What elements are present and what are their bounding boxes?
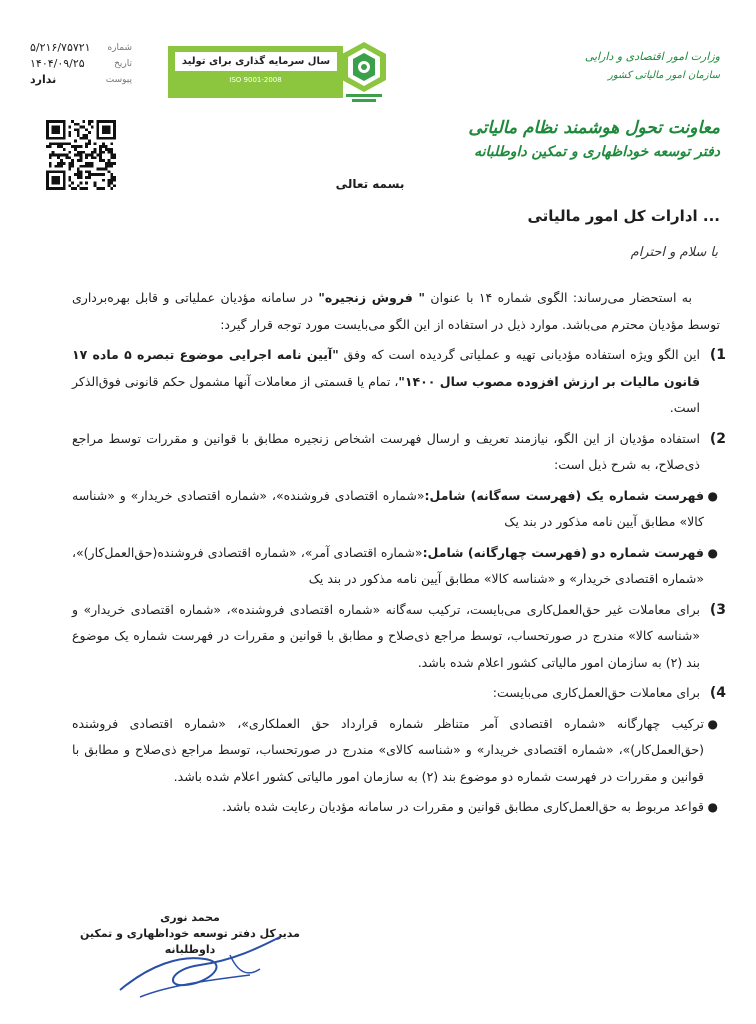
letter-attachment: ندارد xyxy=(30,73,57,86)
item-2 xyxy=(72,426,726,479)
letter-meta xyxy=(30,40,132,88)
letter-date-label: تاریخ xyxy=(114,59,132,69)
item-4 xyxy=(72,680,726,707)
letter-attachment-row xyxy=(30,72,132,88)
letter-number-row xyxy=(30,40,132,56)
item-2-number: 2) xyxy=(709,430,726,447)
letter-date-row xyxy=(30,56,132,72)
department-name: دفتر توسعه خوداظهاری و تمکین داوطلبانه xyxy=(474,144,720,160)
item-3-text: برای معاملات غیر حق‌العمل‌کاری می‌بایست، ترکیب سه‌گانه «شماره اقتصادی فروشنده»، «شماره اقتصادی خریدار» و «شناسه کالا» مندرج در صورتحساب، توسط مراجع ذی‌صلاح و مطابق با قوانین و مقررات در فهرست شماره یک موضوع بند (۲) به سازمان امور مالیاتی کشور اعلام شده باشد. xyxy=(72,601,700,670)
bullet-4-text: قواعد مربوط به حق‌العمل‌کاری مطابق قوانین و مقررات در سامانه مؤدیان رعایت شده باشد. xyxy=(222,799,704,814)
bullet-list-one xyxy=(72,483,720,536)
bismillah: بسمه تعالی xyxy=(335,177,405,191)
ministry-header xyxy=(400,50,720,81)
intro-text-a: به استحضار می‌رساند: الگوی شماره ۱۴ با عنوان xyxy=(425,290,692,305)
item-4-text: برای معاملات حق‌العمل‌کاری می‌بایست: xyxy=(492,685,700,700)
signer-title: مدیرکل دفتر توسعه خوداظهاری و تمکین داوطلبانه xyxy=(80,927,300,956)
organization-name: سازمان امور مالیاتی کشور xyxy=(608,70,720,81)
ministry-name: وزارت امور اقتصادی و دارایی xyxy=(584,50,720,63)
item-1-regulation: "آیین نامه اجرایی موضوع تبصره ۵ ماده ۱۷ قانون مالیات بر ارزش افزوده مصوب سال ۱۴۰۰" xyxy=(72,347,701,389)
handwritten-signature-icon xyxy=(110,925,290,1005)
greeting: با سلام و احترام xyxy=(630,245,718,260)
bullet-icon: ● xyxy=(707,545,718,560)
banner-slogan: سال سرمایه گذاری برای تولید xyxy=(175,52,337,71)
bullet-3-text: ترکیب چهارگانه «شماره اقتصادی آمر متناظر شماره قرارداد حق العملکاری»، «شماره اقتصادی فروشنده (حق‌العمل‌کار)»، «شماره اقتصادی خریدار» و «شناسه کالای» مندرج در صورتحساب، توسط مراجع ذی‌صلاح و مطابق با قوانین و مقررات در فهرست شماره دو موضوع بند (۲) به سازمان امور مالیاتی کشور اعلام شده باشد. xyxy=(72,715,704,784)
intro-paragraph xyxy=(72,285,720,338)
department-header xyxy=(420,118,720,160)
bullet-1-text: «شماره اقتصادی فروشنده»، «شماره اقتصادی خریدار» و «شناسه کالا» مطابق آیین نامه مذکور در بند یک xyxy=(72,487,704,529)
bullet-1-heading: فهرست شماره یک (فهرست سه‌گانه) شامل: xyxy=(424,487,705,503)
tax-organization-emblem-icon xyxy=(338,40,390,104)
item-1-text-c: ، تمام یا قسمتی از معاملات آنها مشمول حکم قانونی فوق‌الذکر است. xyxy=(72,373,700,415)
bullet-rules xyxy=(72,794,720,821)
item-3-number: 3) xyxy=(709,601,726,618)
intro-text-c: در سامانه مؤدیان عملیاتی و قابل بهره‌برداری توسط مؤدیان محترم می‌باشد. موارد ذیل در استفاده از این الگو می‌بایست مورد توجه قرار گیرد: xyxy=(72,290,720,332)
signer-name: محمد نوری xyxy=(160,911,220,924)
letter-attachment-label: پیوست xyxy=(105,75,132,85)
qr-code-icon xyxy=(46,120,116,190)
item-1-number: 1) xyxy=(709,347,726,363)
letter-number: ۵/۲۱۶/۷۵۷۲۱ xyxy=(30,41,91,54)
bullet-commission xyxy=(72,711,720,791)
addressee: ادارات کل امور مالیاتی ... xyxy=(527,207,720,225)
bullet-2-text: «شماره اقتصادی آمر»، «شماره اقتصادی فروشنده(حق‌العمل‌کار)»، «شماره اقتصادی خریدار» و «شناسه کالا» مطابق آیین نامه مذکور در بند یک xyxy=(72,544,704,586)
bullet-icon: ● xyxy=(707,800,718,814)
item-3 xyxy=(72,597,726,677)
bullet-icon: ● xyxy=(707,488,718,503)
bullet-list-two xyxy=(72,540,720,593)
letter-body xyxy=(72,285,726,821)
item-1-text-a: این الگو ویژه استفاده مؤدیانی تهیه و عملیاتی گردیده است که وفق xyxy=(338,347,700,362)
deputy-name: معاونت تحول هوشمند نظام مالیاتی xyxy=(468,118,720,138)
item-2-text: استفاده مؤدیان از این الگو، نیازمند تعریف و ارسال فهرست اشخاص زنجیره مطابق با قوانین و مقررات توسط مراجع ذی‌صلاح، به شرح ذیل است: xyxy=(72,430,700,472)
letter-number-label: شماره xyxy=(107,43,132,53)
bullet-icon: ● xyxy=(707,716,718,731)
intro-text-title: " فروش زنجیره" xyxy=(318,290,426,305)
letter-date: ۱۴۰۴/۰۹/۲۵ xyxy=(30,57,85,70)
item-4-number: 4) xyxy=(709,685,726,701)
item-1 xyxy=(72,342,726,422)
banner-iso: ISO 9001-2008 xyxy=(229,76,282,84)
bullet-2-heading: فهرست شماره دو (فهرست چهارگانه) شامل: xyxy=(422,544,704,560)
